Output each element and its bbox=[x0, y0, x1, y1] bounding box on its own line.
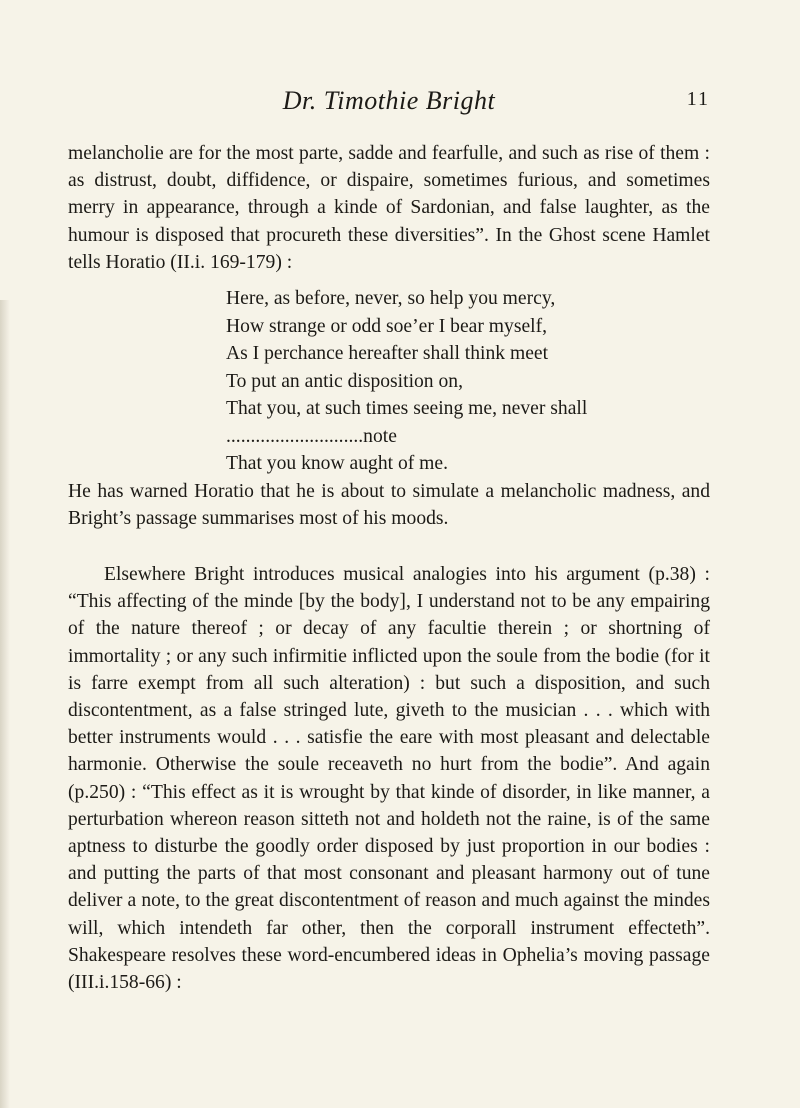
verse-line: That you, at such times seeing me, never shall bbox=[226, 398, 588, 419]
running-title: Dr. Timothie Bright bbox=[282, 86, 496, 115]
verse-ellipsis-line: ............................note bbox=[226, 425, 397, 447]
page-number: 11 bbox=[686, 88, 710, 110]
verse-line: Here, as before, never, so help you mercy, bbox=[226, 288, 556, 309]
verse-quotation bbox=[226, 285, 587, 478]
binding-shadow bbox=[0, 300, 10, 1108]
page-header bbox=[68, 86, 710, 120]
paragraph-2: He has warned Horatio that he is about to simulate a melancholic madness, and Bright’s passage summarises most of his moods. bbox=[68, 481, 710, 530]
verse-line: As I perchance hereafter shall think meet bbox=[226, 343, 549, 364]
paragraph-1: melancholie are for the most parte, sadde and fearfulle, and such as rise of them : as distrust, doubt, diffidence, or dispaire, sometimes furious, and sometimes merry in appearance, through a kinde of Sardonian, and false laughter, as the humour is disposed that procureth these diversities”. In the Ghost scene Hamlet tells Horatio (II.i. 169-179) : bbox=[68, 143, 710, 273]
verse-line: How strange or odd soe’er I bear myself, bbox=[226, 315, 548, 337]
verse-line: That you know aught of me. bbox=[226, 453, 449, 474]
paragraph-3: Elsewhere Bright introduces musical analogies into his argument (p.38) : “This affecting of the minde [by the body], I understand not to be any empairing of the nature thereof ; or decay of any facultie therein ; or shortning of immortality ; or any such infirmitie inflicted upon the soule from the bodie (for it is farre exempt from all such alteration) : but such a disposition, and such discontentment, as a false stringed lute, giveth to the musician . . . which with better instruments would . . . satisfie the eare with most pleasant and delectable harmonie. Otherwise the soule receaveth no hurt from the bodie”. And again (p.250) : “This effect as it is wrought by that kinde of disorder, in like manner, a perturbation whereon reason sitteth not and holdeth not the raine, is of the same aptness to disturbe the goodly order disposed by just proportion in our bodies : and putting the parts of that most consonant and pleasant harmony out of tune deliver a note, to the great discontentment of reason and much against the mindes will, which intendeth far other, then the corporall instrument effecteth”. Shakespeare resolves these word-encumbered ideas in Ophelia’s moving passage (III.i.158-66) : bbox=[68, 564, 710, 994]
verse-line: To put an antic disposition on, bbox=[226, 370, 463, 392]
